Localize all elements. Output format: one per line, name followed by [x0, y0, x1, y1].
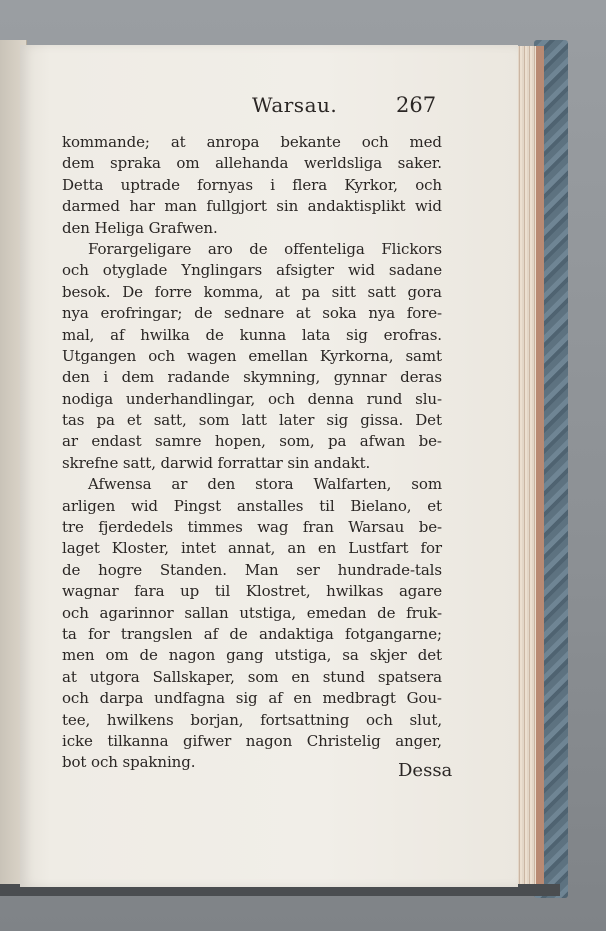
text-line: icke tilkanna gifwer nagon Christelig anger, — [62, 731, 442, 750]
text-line: Detta uptrade fornyas i flera Kyrkor, och — [62, 175, 442, 194]
text-line: besok. De forre komma, at pa sitt satt gora — [62, 282, 442, 301]
text-line: Forargeligare aro de offenteliga Flickors — [88, 239, 442, 258]
text-line: tas pa et satt, som latt later sig gissa. Det — [62, 411, 442, 430]
text-line: ar endast samre hopen, som, pa afwan be- — [62, 432, 442, 451]
text-line: tee, hwilkens borjan, fortsattning och slut, — [62, 710, 442, 729]
text-line: skrefne satt, darwid forrattar sin andakt. — [62, 453, 371, 472]
text-line: arligen wid Pingst anstalles til Bielano, et — [62, 496, 442, 515]
text-line: nya erofringar; de sednare at soka nya fore- — [62, 304, 442, 323]
text-line: Afwensa ar den stora Walfarten, som — [88, 475, 442, 494]
text-line: den i dem radande skymning, gynnar deras — [62, 368, 442, 387]
catchword: Dessa — [398, 760, 453, 781]
text-line: den Heliga Grafwen. — [62, 218, 218, 237]
text-line: och otyglade Ynglingars afsigter wid sadane — [62, 261, 442, 280]
page-number: 267 — [396, 93, 437, 117]
text-line: at utgora Sallskaper, som en stund spatsera — [62, 667, 442, 686]
text-line: och darpa undfagna sig af en medbragt Gou- — [62, 689, 442, 708]
text-line: wagnar fara up til Klostret, hwilkas agare — [62, 582, 442, 601]
red-page-edge — [536, 46, 544, 888]
text-line: darmed har man fullgjort sin andaktisplikt wid — [62, 197, 442, 216]
text-line: dem spraka om allehanda werldsliga saker. — [62, 154, 442, 173]
text-line: ta for trangslen af de andaktiga fotgangarne; — [62, 624, 442, 643]
text-line: mal, af hwilka de kunna lata sig erofras. — [62, 325, 442, 344]
body-text — [62, 132, 442, 774]
text-line: Utgangen och wagen emellan Kyrkorna, samt — [62, 346, 442, 365]
text-line: bot och spakning. — [62, 753, 196, 772]
text-line: och agarinnor sallan utstiga, emedan de fruk- — [62, 603, 442, 622]
text-line: nodiga underhandlingar, och denna rund slu- — [62, 389, 442, 408]
text-line: laget Kloster, intet annat, an en Lustfart for — [62, 539, 442, 558]
text-line: kommande; at anropa bekante och med — [62, 133, 442, 151]
running-header: Warsau. — [252, 93, 338, 117]
text-line: de hogre Standen. Man ser hundrade-tals — [62, 560, 442, 579]
text-line: tre fjerdedels timmes wag fran Warsau be- — [62, 518, 442, 537]
text-line: men om de nagon gang utstiga, sa skjer det — [62, 646, 442, 665]
